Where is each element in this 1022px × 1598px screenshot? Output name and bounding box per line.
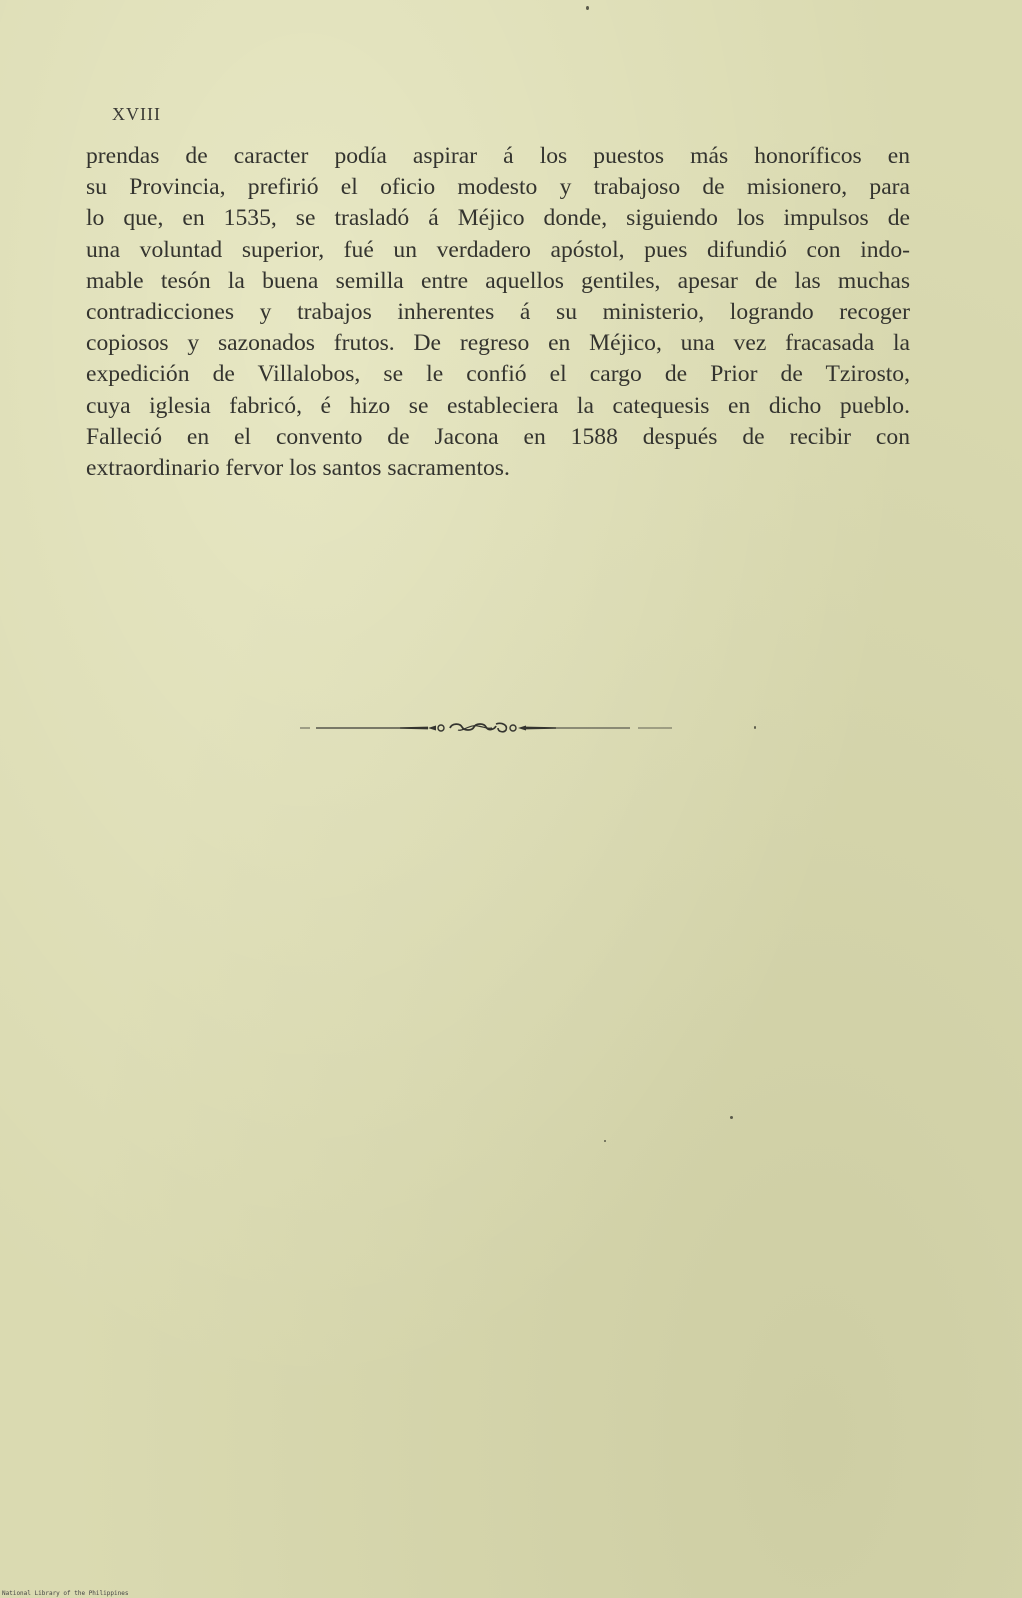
text-line: prendas de caracter podía aspirar á los puestos más honoríficos en [86,143,910,169]
paper-speck [754,726,756,729]
footer-credit: National Library of the Philippines [2,1590,129,1597]
paper-speck [604,1140,606,1142]
text-line: copiosos y sazonados frutos. De regreso en Méjico, una vez fracasada la [86,330,910,357]
ornament-divider-icon [300,718,680,738]
page-number: XVIII [112,104,161,124]
text-line: contradicciones y trabajos inherentes á su ministerio, logrando recoger [86,299,910,326]
paper-speck [586,6,589,10]
body-text [86,141,910,484]
text-line: lo que, en 1535, se trasladó á Méjico donde, siguiendo los impulsos de [86,205,910,232]
text-line: Falleció en el convento de Jacona en 1588 después de recibir con [86,423,910,450]
text-line: extraordinario fervor los santos sacramentos. [86,455,510,482]
paper-speck [730,1116,733,1119]
text-line: su Provincia, prefirió el oficio modesto y trabajoso de misionero, para [86,174,910,201]
text-line: mable tesón la buena semilla entre aquellos gentiles, apesar de las muchas [86,267,910,294]
text-line: una voluntad superior, fué un verdadero apóstol, pues difundió con indo- [86,236,910,263]
text-line: cuya iglesia fabricó, é hizo se estableciera la catequesis en dicho pueblo. [86,392,910,419]
text-line: expedición de Villalobos, se le confió el cargo de Prior de Tzirosto, [86,361,910,388]
